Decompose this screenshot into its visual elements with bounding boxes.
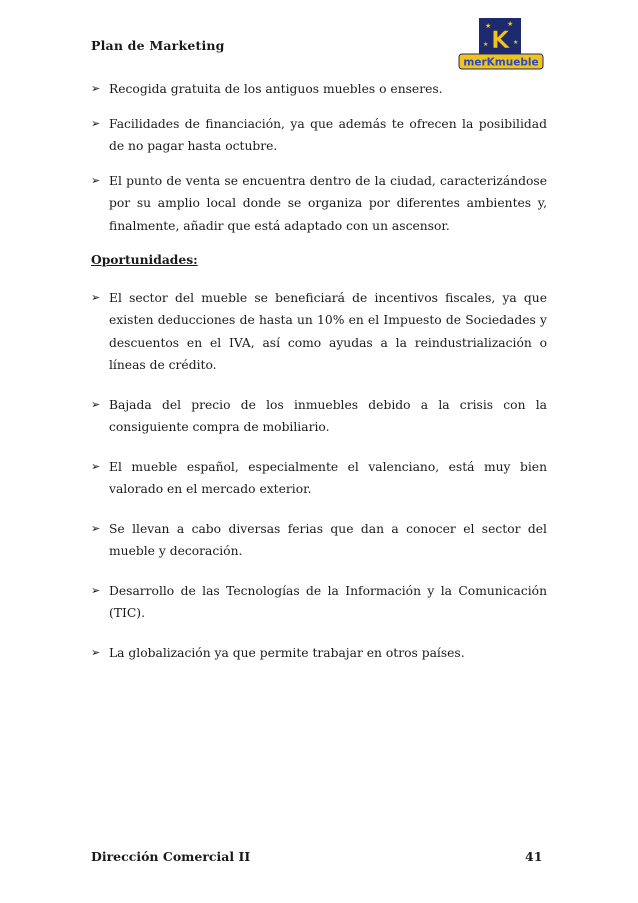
page-number: 41 [525, 849, 543, 864]
opportunities-list [91, 287, 547, 665]
bullet-text: El sector del mueble se beneficiará de incentivos fiscales, ya que existen deducciones de hasta un 10% en el Impuesto de Sociedades y descuentos en el IVA, así como ayudas a la reindustrialización o líneas de crédito. [109, 290, 547, 372]
bullet-text: Facilidades de financiación, ya que además te ofrecen la posibilidad de no pagar hasta octubre. [109, 116, 547, 153]
logo-star: ★ [483, 41, 489, 48]
bullet-text: El punto de venta se encuentra dentro de la ciudad, caracterizándose por su amplio local donde se organiza por diferentes ambientes y, finalmente, añadir que está adaptado con un ascensor. [109, 173, 547, 233]
opportunities-heading: Oportunidades: [91, 252, 198, 267]
bullet-arrow-icon: ➢ [91, 521, 101, 535]
bullet-arrow-icon: ➢ [91, 583, 101, 597]
bullet-arrow-icon: ➢ [91, 645, 101, 659]
bullet-item [91, 518, 547, 563]
header-title: Plan de Marketing [91, 38, 225, 53]
bullet-arrow-icon: ➢ [91, 173, 101, 187]
bullet-item [91, 456, 547, 501]
bullet-arrow-icon: ➢ [91, 82, 101, 95]
logo-letter: K [491, 26, 510, 54]
bullet-item [91, 580, 547, 625]
logo-star: ★ [485, 22, 492, 30]
bullet-item [91, 642, 547, 665]
bullet-arrow-icon: ➢ [91, 290, 101, 304]
bullet-text: Recogida gratuita de los antiguos muebles o enseres. [109, 82, 443, 96]
bullet-text: Se llevan a cabo diversas ferias que dan a conocer el sector del mueble y decoración. [109, 521, 547, 558]
bullet-text: El mueble español, especialmente el valenciano, está muy bien valorado en el mercado exterior. [109, 459, 547, 496]
logo-brand-text: merKmueble [463, 56, 539, 69]
advantages-list [91, 78, 547, 237]
page-content [91, 78, 547, 681]
bullet-item [91, 113, 547, 158]
bullet-arrow-icon: ➢ [91, 397, 101, 411]
bullet-item [91, 170, 547, 238]
bullet-text: La globalización ya que permite trabajar en otros países. [109, 645, 465, 660]
bullet-text: Bajada del precio de los inmuebles debido a la crisis con la consiguiente compra de mobiliario. [109, 397, 547, 434]
logo-star: ★ [507, 20, 514, 28]
logo-star: ★ [513, 39, 519, 46]
footer-title: Dirección Comercial II [91, 849, 251, 864]
bullet-text: Desarrollo de las Tecnologías de la Información y la Comunicación (TIC). [109, 583, 547, 620]
logo-graphic [455, 16, 547, 78]
bullet-item [91, 394, 547, 439]
bullet-item [91, 287, 547, 377]
bullet-arrow-icon: ➢ [91, 459, 101, 473]
bullet-item [91, 78, 547, 101]
merkmueble-logo [455, 16, 547, 78]
bullet-arrow-icon: ➢ [91, 116, 101, 130]
